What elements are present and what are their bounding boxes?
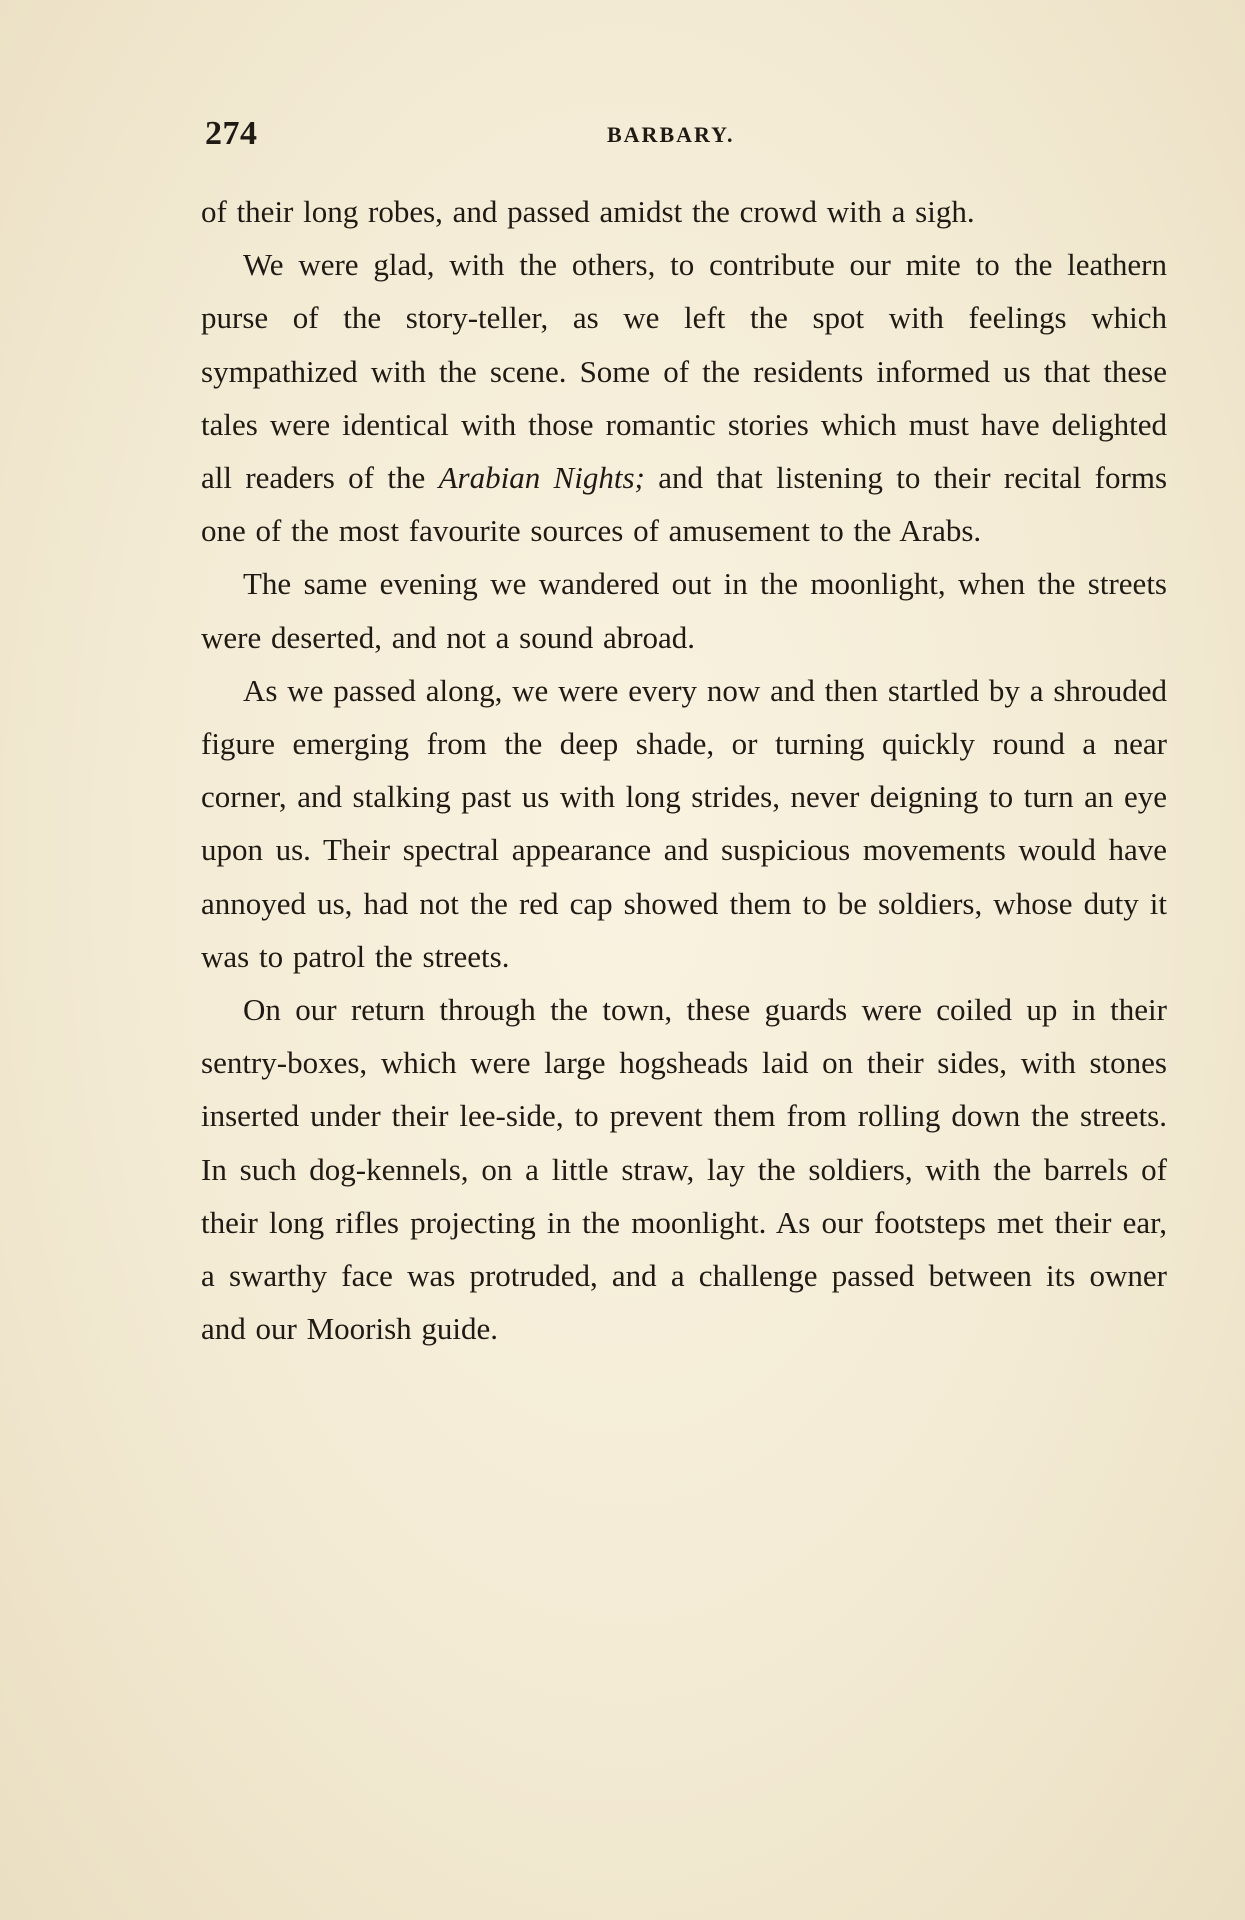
paragraph-3: The same evening we wandered out in the moonlight, when the streets were deserted, and not a sound abroad.: [201, 566, 1167, 655]
paragraph-2-text-after: and that listening to their recital forms one of the most favourite sources of amusement to the Arabs.: [201, 460, 1168, 549]
paragraph-2-text-before: We were glad, with the others, to contribute our mite to the leathern purse of the story-teller, as we left the spot with feelings which sympathized with the scene. Some of the residents informed us that these tales were identical with those romantic stories which must have delighted all readers of the: [201, 247, 1167, 496]
paragraph-2: [201, 238, 1167, 557]
paragraph-1: of their long robes, and passed amidst the crowd with a sigh.: [201, 194, 975, 229]
page-header: [205, 115, 1165, 161]
running-head: BARBARY.: [607, 122, 735, 147]
paragraph-5: On our return through the town, these guards were coiled up in their sentry-boxes, which were large hogsheads laid on their sides, with stones inserted under their lee-side, to prevent them from rolling down the streets. In such dog-kennels, on a little straw, lay the soldiers, with the barrels of their long rifles projecting in the moonlight. As our footsteps met their ear, a swarthy face was protruded, and a challenge passed between its owner and our Moorish guide.: [201, 992, 1167, 1347]
page-number: 274: [205, 115, 258, 152]
paragraph-4: As we passed along, we were every now and then startled by a shrouded figure emerging from the deep shade, or turning quickly round a near corner, and stalking past us with long strides, never deigning to turn an eye upon us. Their spectral appearance and suspicious movements would have annoyed us, had not the red cap showed them to be soldiers, whose duty it was to patrol the streets.: [201, 672, 1167, 974]
body-text: [201, 185, 1167, 1355]
book-title-italic: Arabian Nights;: [438, 460, 645, 496]
